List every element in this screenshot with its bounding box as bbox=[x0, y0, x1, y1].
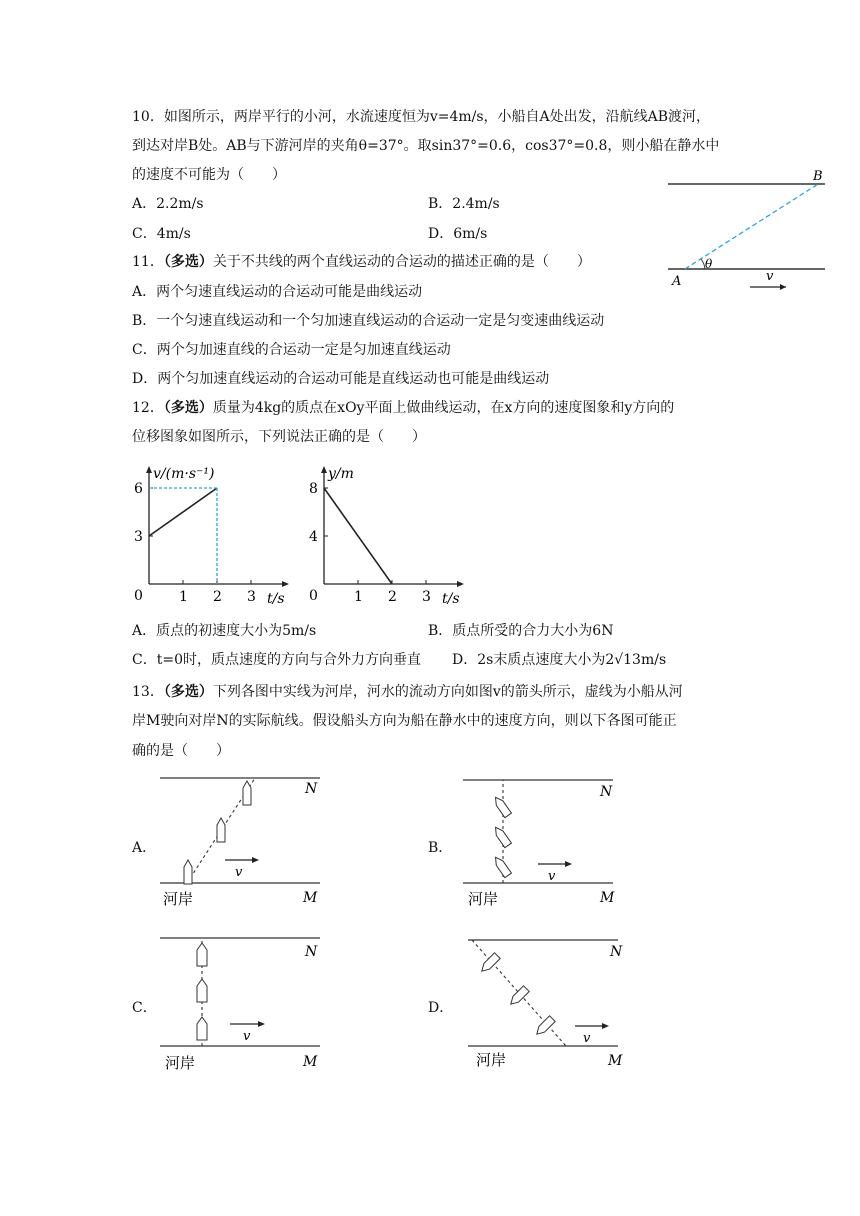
q13-figure-a bbox=[155, 768, 335, 913]
bank-label-m: M bbox=[600, 890, 615, 906]
q12-option-d: D．2s末质点速度大小为2√13m/s bbox=[452, 652, 667, 668]
boat-icon bbox=[217, 818, 225, 842]
bank-label: 河岸 bbox=[163, 890, 194, 908]
q10-line-2: 到达对岸B处。AB与下游河岸的夹角θ=37°。取sin37°=0.6，cos37°=0.8，则小船在静水中 bbox=[132, 138, 720, 154]
bank-label-m: M bbox=[303, 1054, 318, 1070]
y-axis-label: y/m bbox=[328, 466, 354, 482]
flow-label: v bbox=[243, 1029, 251, 1044]
q12-option-b: B．质点所受的合力大小为6N bbox=[428, 623, 614, 639]
q12-option-c: C．t=0时，质点速度的方向与合外力方向垂直 bbox=[132, 652, 421, 668]
q13-figure-c bbox=[155, 928, 335, 1073]
flow-label: v bbox=[548, 869, 556, 884]
boat-icon bbox=[492, 825, 511, 848]
q10-option-b: B．2.4m/s bbox=[428, 196, 500, 212]
q13-stem-line-2: 岸M驶向对岸N的实际航线。假设船头方向为船在静水中的速度方向，则以下各图可能正 bbox=[132, 713, 677, 729]
q10-label-b: B bbox=[813, 169, 823, 184]
origin-label: 0 bbox=[309, 588, 318, 604]
q10-flow-arrow-head bbox=[780, 284, 786, 290]
flow-arrow-head bbox=[258, 1021, 265, 1027]
q12-velocity-chart bbox=[125, 460, 300, 615]
y-tick-label: 3 bbox=[134, 529, 143, 545]
q13-fig-b-label: B． bbox=[428, 840, 453, 856]
boat-icon bbox=[534, 1016, 555, 1037]
q11-option-a: A．两个匀速直线运动的合运动可能是曲线运动 bbox=[132, 284, 423, 300]
q12-displacement-chart bbox=[300, 460, 475, 615]
bank-label-m: M bbox=[608, 1053, 623, 1069]
q10-river-figure bbox=[660, 165, 830, 295]
boat-icon bbox=[243, 781, 251, 805]
q12-stem: 质量为4kg的质点在xOy平面上做曲线运动，在x方向的速度图象和y方向的 bbox=[212, 400, 675, 416]
boat-icon bbox=[492, 795, 511, 818]
boat-icon bbox=[479, 953, 500, 974]
flow-arrow-head bbox=[565, 861, 572, 867]
flow-label: v bbox=[583, 1031, 591, 1046]
q11-option-d: D．两个匀加速直线运动的合运动可能是直线运动也可能是曲线运动 bbox=[132, 371, 550, 387]
q11-stem-line bbox=[132, 252, 591, 272]
y-axis-arrow bbox=[321, 466, 327, 473]
q11-option-b: B．一个匀速直线运动和一个匀加速直线运动的合运动一定是匀变速曲线运动 bbox=[132, 313, 605, 329]
q12-stem-line bbox=[132, 398, 674, 418]
flow-arrow-head bbox=[252, 857, 259, 863]
flow-arrow-head bbox=[602, 1023, 609, 1029]
boat-icon bbox=[492, 855, 511, 878]
q12-stem-line-2: 位移图象如图所示，下列说法正确的是（ ） bbox=[132, 429, 426, 445]
y-tick-label: 8 bbox=[309, 481, 318, 497]
q10-label-v: v bbox=[766, 269, 774, 284]
data-line bbox=[149, 488, 217, 536]
x-axis-label: t/s bbox=[442, 591, 460, 607]
bank-label: 河岸 bbox=[468, 890, 499, 908]
x-tick-label: 2 bbox=[388, 589, 397, 605]
bank-label-n: N bbox=[600, 784, 613, 800]
q10-option-a: A．2.2m/s bbox=[132, 196, 204, 212]
q13-multi-tag: （多选） bbox=[163, 684, 213, 700]
boat-icon bbox=[197, 979, 207, 1002]
q13-figure-b bbox=[458, 768, 638, 913]
x-tick-label: 1 bbox=[179, 589, 188, 605]
boat-icon bbox=[508, 986, 529, 1007]
boat-icon bbox=[197, 1017, 207, 1040]
q13-stem: 下列各图中实线为河岸，河水的流动方向如图v的箭头所示，虚线为小船从河 bbox=[212, 684, 683, 700]
q11-option-c: C．两个匀加速直线的合运动一定是匀加速直线运动 bbox=[132, 342, 451, 358]
x-axis-arrow bbox=[282, 581, 289, 587]
q10-label-a: A bbox=[672, 274, 682, 289]
bank-label: 河岸 bbox=[476, 1051, 507, 1069]
boat-icon bbox=[184, 860, 192, 884]
bank-label-n: N bbox=[610, 944, 623, 960]
y-axis-label: v/(m·s⁻¹) bbox=[153, 466, 215, 482]
x-tick-label: 3 bbox=[247, 589, 256, 605]
x-tick-label: 2 bbox=[213, 589, 222, 605]
bank-label-n: N bbox=[305, 781, 318, 797]
q10-line-3: 的速度不可能为（ ） bbox=[132, 167, 286, 183]
q13-fig-d-label: D． bbox=[428, 1000, 454, 1016]
bank-label-m: M bbox=[303, 890, 318, 906]
data-line bbox=[324, 488, 392, 584]
q13-number: 13． bbox=[132, 684, 164, 700]
y-tick-label: 4 bbox=[309, 529, 318, 545]
flow-label: v bbox=[235, 865, 243, 880]
x-tick-label: 1 bbox=[354, 589, 363, 605]
origin-label: 0 bbox=[134, 588, 143, 604]
q13-fig-a-label: A． bbox=[132, 840, 157, 856]
q12-option-a: A．质点的初速度大小为5m/s bbox=[132, 623, 317, 639]
q12-multi-tag: （多选） bbox=[163, 400, 213, 416]
q10-line-1: 10．如图所示，两岸平行的小河，水流速度恒为v=4m/s，小船自A处出发，沿航线AB渡河， bbox=[132, 109, 711, 125]
x-tick-label: 3 bbox=[422, 589, 431, 605]
boat-icon bbox=[197, 943, 207, 966]
q10-option-c: C．4m/s bbox=[132, 226, 191, 242]
q13-figure-d bbox=[458, 928, 638, 1073]
q10-label-theta: θ bbox=[705, 257, 713, 271]
y-axis-arrow bbox=[146, 466, 152, 473]
bank-label: 河岸 bbox=[165, 1054, 196, 1072]
y-tick-label: 6 bbox=[134, 481, 143, 497]
bank-label-n: N bbox=[305, 944, 318, 960]
q13-stem-line-3: 确的是（ ） bbox=[132, 743, 230, 759]
q11-multi-tag: （多选） bbox=[163, 254, 213, 270]
q11-number: 11． bbox=[132, 254, 164, 270]
x-axis-arrow bbox=[457, 581, 464, 587]
q13-fig-c-label: C． bbox=[132, 1000, 157, 1016]
x-axis-label: t/s bbox=[267, 591, 285, 607]
q10-option-d: D．6m/s bbox=[428, 226, 488, 242]
q12-number: 12． bbox=[132, 400, 164, 416]
q11-stem: 关于不共线的两个直线运动的合运动的描述正确的是（ ） bbox=[212, 254, 591, 270]
q13-stem-line bbox=[132, 682, 683, 702]
